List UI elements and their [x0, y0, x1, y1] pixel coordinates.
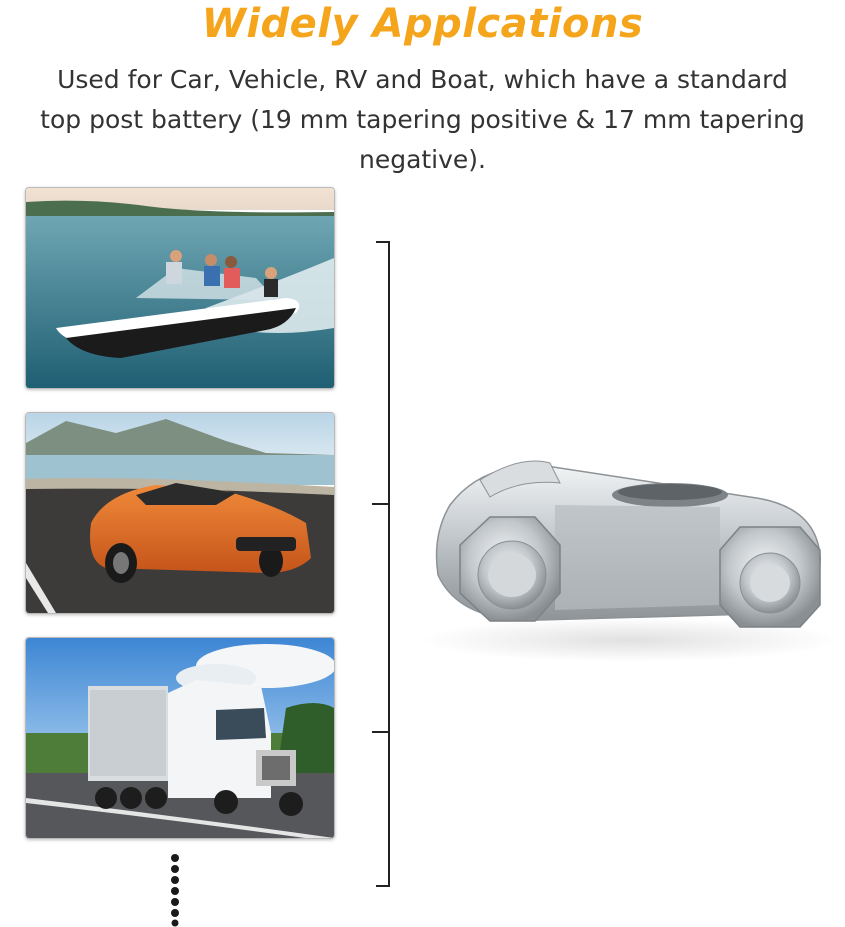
description: [0, 60, 845, 180]
description-line-3: negative).: [358, 145, 487, 174]
truck-photo: [25, 637, 335, 839]
description-line-1: Used for Car, Vehicle, RV and Boat, which have a standard: [57, 65, 788, 94]
bracket-connector-icon: [368, 240, 392, 890]
battery-terminal-clamp-icon: [420, 445, 840, 675]
description-line-2: top post battery (19 mm tapering positive & 17 mm tapering: [40, 105, 805, 134]
boat-photo: [25, 187, 335, 389]
more-dots-icon: [168, 853, 182, 927]
car-photo: [25, 412, 335, 614]
page-title: Widely Applcations: [201, 1, 644, 47]
